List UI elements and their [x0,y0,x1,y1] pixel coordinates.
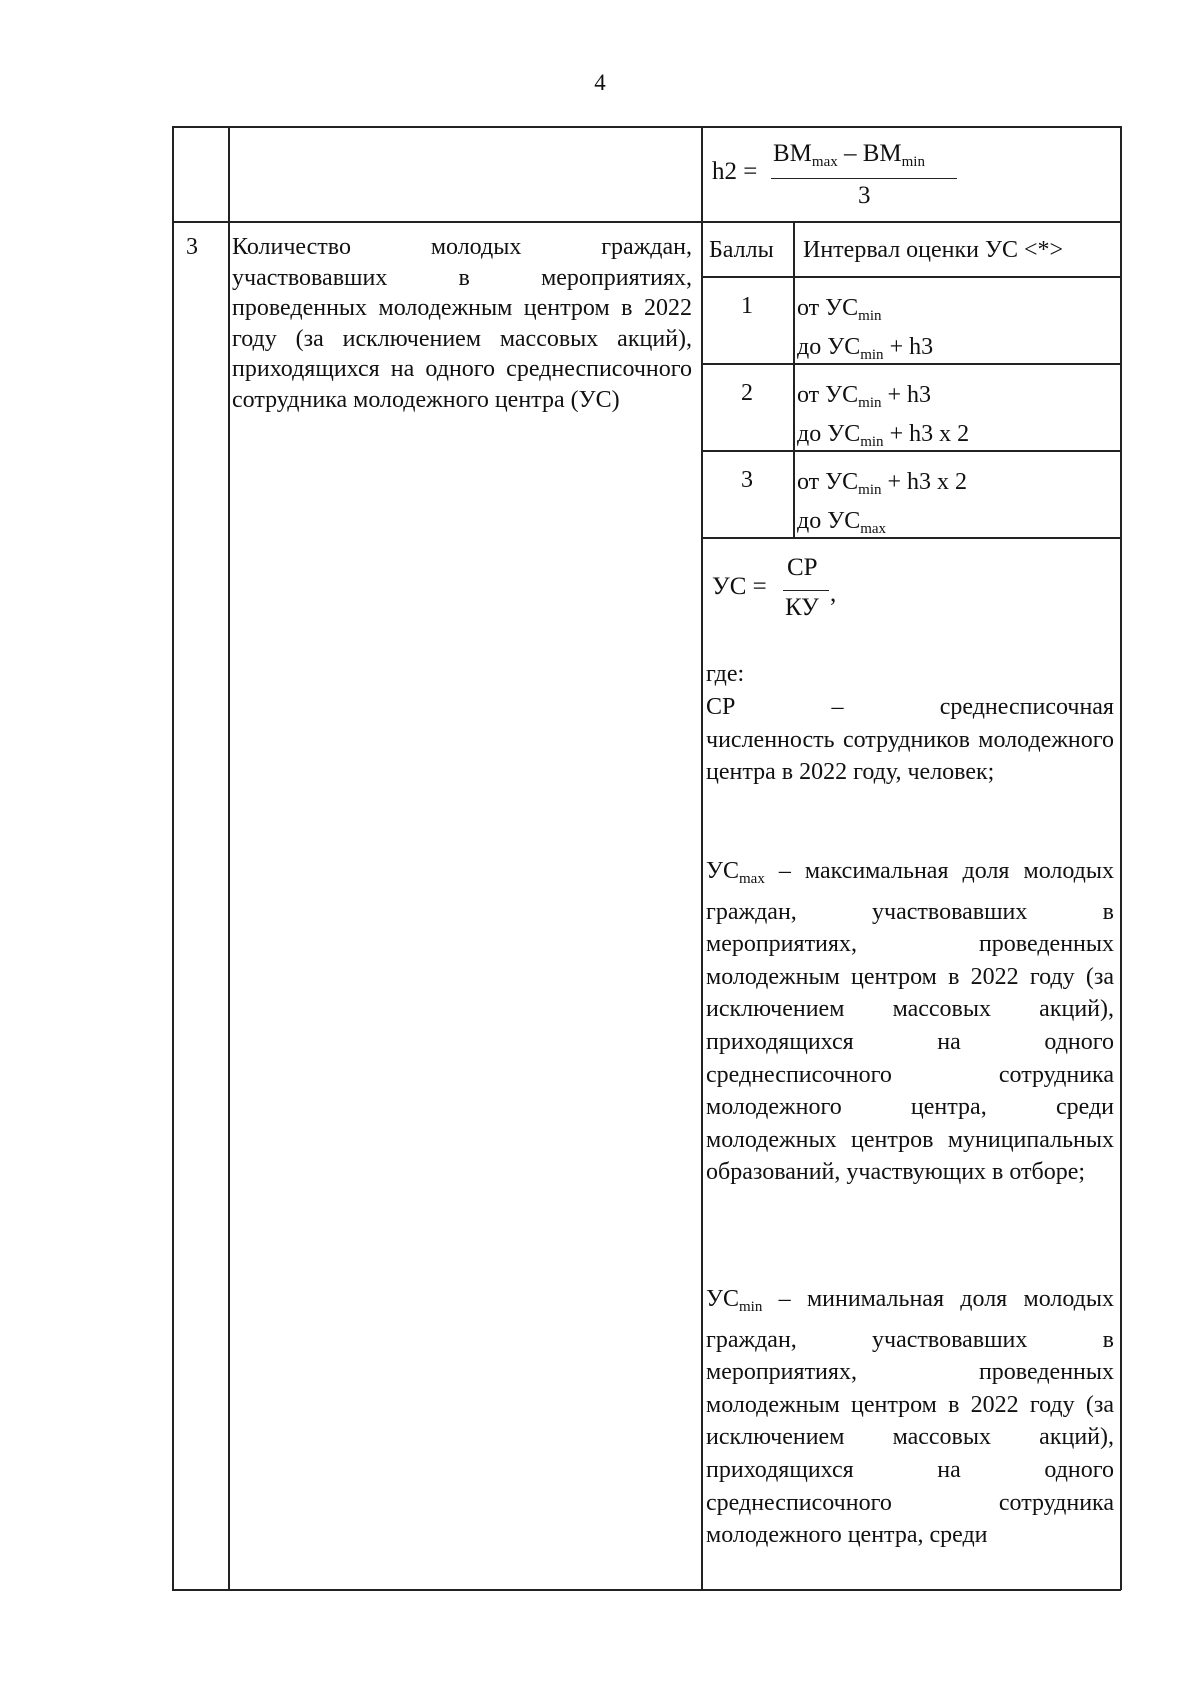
table-border-bottom [172,1589,1121,1591]
where-label: где: [706,661,745,687]
definition-cp-first: среднесписочная [939,694,1114,720]
score-2: 2 [741,380,753,406]
interval-1: от $УС_{min}$ до $УС_{min} + h3$ [797,295,934,363]
h2-fraction-bar [771,178,957,179]
table-border-top [172,126,1121,128]
col-divider-1 [228,126,230,1590]
us-formula-numerator: СР [787,554,818,581]
h2-formula-denominator: 3 [858,182,871,209]
definition-us-min: $УС_{min}$ – минимальная доля молодых граждан, участвовавших в мероприятиях, проведенных молодежным центром в 2022 году (за исключением массовых акций), приходящихся на одного среднесписочного сотрудника молодежного центра, среди [706,1286,1114,1549]
definition-us-max: $УС_{max}$ – максимальная доля молодых граждан, участвовавших в мероприятиях, проведенных молодежным центром в 2022 году (за исключением массовых акций), приходящихся на одного среднесписочного сотрудника молодежного центра, среди молодежных центров муниципальных образований, участвующих в отборе; [706,858,1114,1186]
score-1: 1 [741,293,753,319]
us-formula-denominator: КУ [785,594,819,621]
page-number: 4 [594,70,606,95]
us-formula-lhs: УС = [712,573,767,600]
table-border-left [172,126,174,1590]
inner-col-divider [793,221,795,538]
interval-2: от $УС_{min} + h3$ до $УС_{min} + h3$ x 2 [797,382,970,450]
us-formula-comma: , [830,580,837,607]
h2-formula-numerator: $BM_{max} - BM_{min}$ [773,140,925,170]
criterion-text: Количество молодых граждан, участвовавших в мероприятиях, проведенных молодежным центром в 2022 году (за исключением массовых акций), приходящихся на одного среднесписочного сотрудника молодежного центра (УС) [232,234,692,413]
col-divider-2 [701,126,703,1590]
definition-cp-dash: – [831,694,844,720]
h2-formula-lhs: h2 = [712,158,758,185]
table-border-right [1120,126,1122,1590]
row-divider [172,221,1121,223]
definition-cp-term: СР [706,694,736,720]
us-fraction-bar [783,590,829,591]
interval-3: от $УС_{min} + h3$ x 2 до $УС_{max}$ [797,469,968,537]
definition-cp [706,691,1114,789]
score-3: 3 [741,467,753,493]
header-interval: Интервал оценки УС <*> [803,237,1064,263]
definition-cp-text: численность сотрудников молодежного центра в 2022 году, человек; [706,726,1114,786]
header-scores: Баллы [709,237,774,263]
row-number: 3 [186,234,198,260]
inner-row-line-1 [701,276,1121,278]
